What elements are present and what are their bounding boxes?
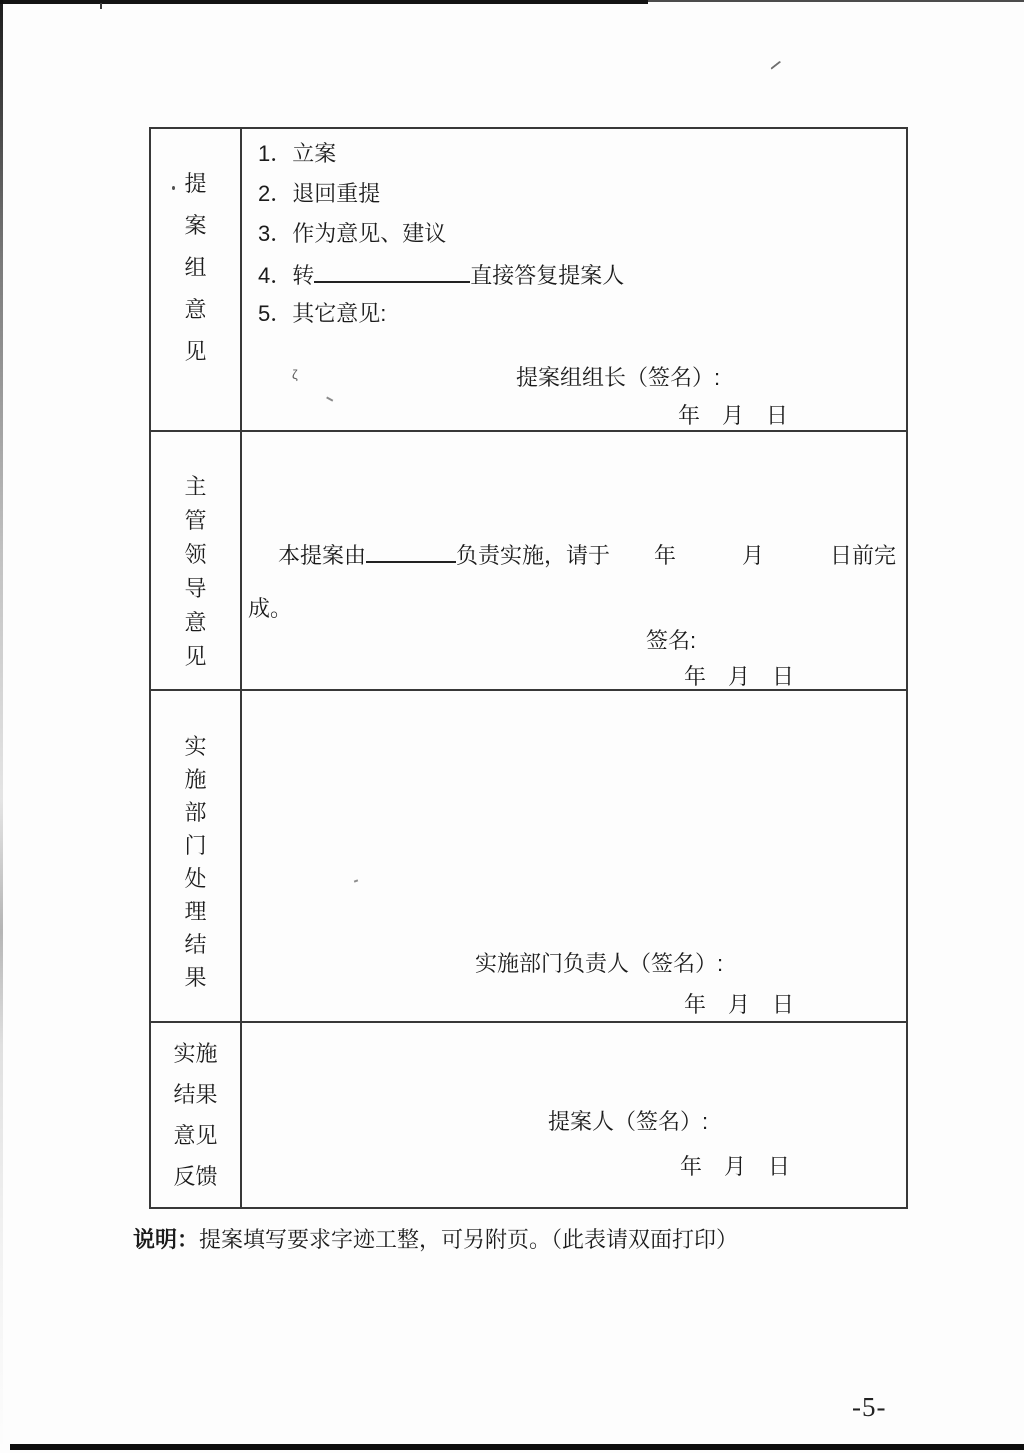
- header-char: 门: [184, 832, 207, 858]
- date-line: 年 月 日: [684, 992, 795, 1017]
- scan-artifact-tick: [100, 3, 102, 9]
- header-char: 管: [184, 507, 207, 533]
- row-result-feedback: [151, 1023, 906, 1207]
- scan-artifact-speck: [770, 61, 781, 71]
- statement-prefix: 本提案由: [278, 543, 367, 568]
- option-other-opinion: 5．其它意见:: [258, 301, 387, 326]
- scan-artifact-bottom-edge: [10, 1444, 1024, 1450]
- option-return-resubmit: 2．退回重提: [258, 181, 381, 206]
- signature-label: 签名:: [646, 628, 697, 653]
- header-char: 意: [184, 296, 207, 322]
- header-char: 施: [184, 766, 207, 792]
- option-forward-prefix: 4．转: [258, 263, 315, 288]
- scan-artifact-speck: ζ: [292, 367, 298, 382]
- scan-artifact-top-edge-dark: [0, 0, 648, 4]
- header-char: 组: [184, 254, 207, 280]
- header-char: 实: [184, 733, 207, 759]
- date-line: 年 月 日: [684, 664, 795, 689]
- form-instructions: [133, 1226, 738, 1254]
- implementation-statement-continued: 成。: [248, 596, 293, 621]
- option-list: [258, 141, 624, 341]
- header-line: 结果: [173, 1081, 218, 1107]
- cell-proposal-group-opinion: [242, 129, 906, 430]
- header-char: 部: [184, 799, 207, 825]
- header-char: 理: [184, 898, 207, 924]
- header-char: 案: [184, 212, 207, 238]
- statement-suffix: 负责实施，请于 年 月 日前完: [456, 543, 897, 568]
- instructions-text: 提案填写要求字迹工整，可另附页。（此表请双面打印）: [199, 1227, 739, 1252]
- instructions-label: 说明：: [133, 1227, 200, 1252]
- header-char: 处: [184, 865, 207, 891]
- header-char: 导: [184, 575, 207, 601]
- cell-implementation-dept-result: [242, 691, 906, 1021]
- header-char: 主: [184, 473, 207, 499]
- proposal-form-table: [149, 127, 908, 1209]
- cell-supervisor-leader-opinion: [242, 432, 906, 689]
- header-char: 见: [184, 643, 207, 669]
- signature-label-proposer: 提案人（签名）:: [548, 1109, 709, 1134]
- signature-label-dept-head: 实施部门负责人（签名）:: [475, 951, 724, 976]
- date-line: 年 月 日: [678, 403, 789, 428]
- cell-result-feedback: [242, 1023, 906, 1207]
- row-proposal-group-opinion: [151, 129, 906, 432]
- row-header-supervisor-leader-opinion: [151, 432, 242, 689]
- header-char: 见: [184, 338, 207, 364]
- header-char: 领: [184, 541, 207, 567]
- fill-in-blank-line: [366, 541, 456, 563]
- scan-artifact-left-edge: [0, 0, 3, 1453]
- header-char: 意: [184, 609, 207, 635]
- option-file-case: 1．立案: [258, 141, 337, 166]
- option-forward-suffix: 直接答复提案人: [470, 263, 625, 288]
- fill-in-blank-line: [314, 261, 470, 283]
- header-char: 果: [184, 964, 207, 990]
- row-header-result-feedback: [151, 1023, 242, 1207]
- row-supervisor-leader-opinion: [151, 432, 906, 691]
- header-line: 意见: [173, 1122, 218, 1148]
- page-number: -5-: [852, 1392, 887, 1422]
- row-header-implementation-dept-result: [151, 691, 242, 1021]
- header-line: 反馈: [173, 1163, 218, 1189]
- header-line: 实施: [173, 1040, 218, 1066]
- row-implementation-dept-result: [151, 691, 906, 1023]
- date-line: 年 月 日: [680, 1154, 791, 1179]
- implementation-statement: [278, 541, 896, 569]
- header-char: 提: [184, 170, 207, 196]
- option-forward: [258, 261, 624, 301]
- header-char: 结: [184, 931, 207, 957]
- signature-label-group-leader: 提案组组长（签名）:: [516, 365, 721, 390]
- option-as-suggestion: 3．作为意见、建议: [258, 221, 447, 246]
- row-header-proposal-group-opinion: [151, 129, 242, 430]
